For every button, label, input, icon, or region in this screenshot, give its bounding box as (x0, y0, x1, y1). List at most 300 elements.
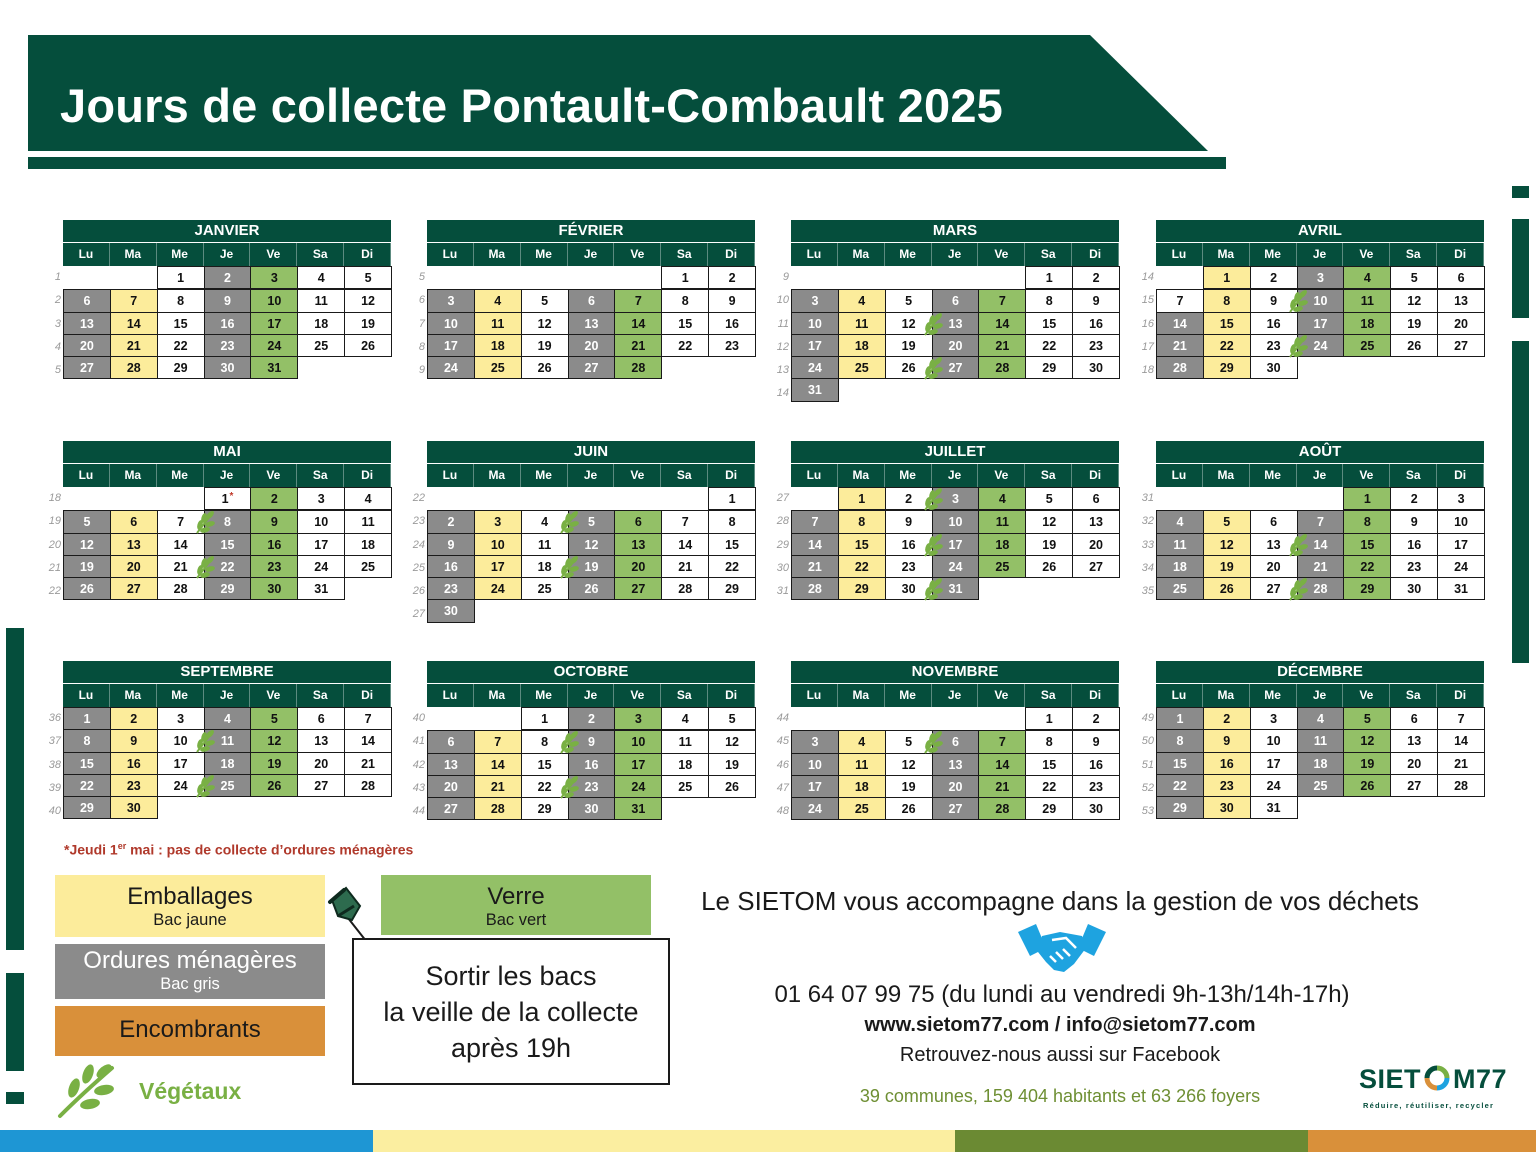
day-number: 4 (494, 294, 502, 309)
day-number: 11 (361, 515, 375, 530)
day-number: 21 (631, 338, 646, 353)
day-cell (1437, 729, 1485, 752)
day-cell (63, 707, 111, 730)
day-cell (1025, 510, 1073, 533)
day-number: 13 (948, 757, 963, 772)
day-cell (1250, 796, 1298, 819)
empty-cell (932, 266, 979, 289)
day-number: 27 (631, 582, 646, 597)
info-phone: 01 64 07 99 75 (du lundi au vendredi 9h-13h/14h-17h) (774, 981, 1350, 1008)
day-number: 26 (1042, 559, 1057, 574)
day-number: 1 (83, 712, 91, 726)
day-number: 7 (998, 735, 1006, 750)
day-number: 14 (1313, 537, 1328, 552)
weekday-header: Lu (791, 464, 838, 487)
day-cell (250, 312, 298, 335)
day-cell (521, 533, 569, 556)
day-cell (297, 577, 345, 600)
day-cell (791, 775, 839, 798)
day-number: 13 (1089, 515, 1104, 530)
day-number: 8 (858, 515, 866, 530)
week-number: 50 (1141, 735, 1154, 748)
day-number: 6 (447, 735, 455, 750)
weekday-header: Me (885, 243, 932, 266)
day-cell (1203, 334, 1251, 357)
day-number: 29 (854, 582, 869, 597)
day-cell (1250, 707, 1298, 730)
day-number: 13 (1454, 294, 1469, 309)
day-number: 17 (267, 316, 282, 331)
day-cell (885, 555, 933, 578)
month-11 (1141, 661, 1484, 818)
week-numbers (405, 266, 425, 382)
day-number: 4 (858, 735, 866, 750)
day-cell (1025, 289, 1073, 312)
day-number: 27 (948, 361, 963, 376)
week-number: 47 (776, 781, 789, 794)
leaf-icon (922, 729, 944, 755)
weekday-header: Ma (110, 243, 157, 266)
day-cell (1343, 533, 1391, 556)
weekday-header: Sa (1390, 464, 1437, 487)
day-cell (1156, 729, 1204, 752)
day-number: 12 (267, 734, 282, 749)
empty-cell (521, 266, 568, 289)
day-number: 27 (1089, 559, 1104, 574)
day-cell (1025, 555, 1073, 578)
logo-right-text: M77 (1453, 1064, 1508, 1094)
day-number: 11 (491, 316, 505, 331)
day-number: 3 (177, 712, 185, 726)
weekday-header: Je (932, 464, 979, 487)
day-cell (978, 533, 1026, 556)
day-cell (614, 555, 662, 578)
day-cell (932, 753, 980, 776)
month-5 (412, 441, 755, 622)
week-numbers (41, 487, 61, 603)
weekday-header: Je (932, 684, 979, 707)
day-number: 22 (1219, 338, 1234, 353)
day-cell (1025, 730, 1073, 753)
day-cell (250, 577, 298, 600)
day-number: 29 (173, 361, 188, 376)
day-number: 28 (1454, 778, 1469, 793)
day-cell (63, 729, 111, 752)
day-cell (297, 533, 345, 556)
day-cell (1437, 752, 1485, 775)
day-cell (427, 730, 475, 753)
day-number: 10 (1266, 734, 1281, 749)
day-cell (1390, 533, 1438, 556)
week-number: 43 (412, 781, 425, 794)
day-number: 19 (537, 338, 552, 353)
logo-left-text: SIET (1359, 1064, 1422, 1094)
weekday-header: Di (708, 684, 755, 707)
day-number: 12 (537, 316, 552, 331)
weekday-header: Lu (1156, 684, 1203, 707)
week-number: 14 (776, 387, 789, 400)
week-numbers (769, 487, 789, 603)
day-cell (297, 289, 345, 312)
day-number: 4 (1176, 515, 1184, 530)
day-number: 6 (1410, 712, 1418, 726)
handshake-icon (1016, 922, 1108, 978)
day-cell (708, 266, 756, 289)
day-number: 11 (1313, 734, 1328, 749)
day-cell (1343, 487, 1391, 510)
day-cell (250, 356, 298, 379)
week-numbers (769, 266, 789, 406)
day-cell (568, 334, 616, 357)
day-cell (791, 577, 839, 600)
day-number: 19 (361, 316, 376, 331)
day-cell (157, 510, 205, 533)
day-number: 24 (807, 361, 822, 376)
day-cell (250, 729, 298, 752)
day-number: 26 (725, 779, 740, 794)
day-cell (1343, 289, 1391, 312)
empty-cell (1156, 266, 1203, 289)
title-underline (28, 157, 1226, 169)
day-cell (1250, 312, 1298, 335)
day-cell (1390, 577, 1438, 600)
month-1 (418, 220, 755, 378)
day-cell (885, 487, 933, 510)
day-number: 6 (952, 735, 959, 750)
day-cell (110, 356, 158, 379)
day-cell (978, 555, 1026, 578)
day-cell (1203, 555, 1251, 578)
day-cell (521, 577, 569, 600)
day-number: 18 (314, 316, 329, 331)
week-number: 44 (412, 805, 425, 818)
week-number: 6 (418, 294, 425, 307)
day-number: 29 (725, 582, 740, 597)
day-number: 12 (725, 735, 740, 750)
day-cell (204, 707, 252, 730)
empty-cell (427, 487, 474, 510)
day-cell (1072, 707, 1120, 730)
day-number: 12 (1219, 537, 1234, 552)
day-cell (204, 577, 252, 600)
day-number: 2 (1223, 712, 1231, 726)
day-number: 28 (807, 582, 822, 597)
weekday-header: Ve (614, 464, 661, 487)
day-number: 14 (631, 316, 646, 331)
weekday-header: Ma (474, 243, 521, 266)
day-cell (250, 487, 298, 510)
day-cell (63, 356, 111, 379)
day-cell (1025, 533, 1073, 556)
day-number: 12 (1407, 294, 1422, 309)
day-number: 21 (173, 559, 188, 574)
day-number: 17 (1313, 316, 1328, 331)
day-number: 12 (584, 537, 599, 552)
day-cell (568, 533, 616, 556)
weekday-header: Ma (838, 243, 885, 266)
recycle-arrows-icon (1422, 1065, 1452, 1091)
day-cell (344, 752, 392, 775)
empty-cell (1156, 487, 1203, 510)
empty-cell (978, 707, 1025, 730)
day-cell (885, 533, 933, 556)
day-cell (791, 533, 839, 556)
day-number: 19 (1360, 756, 1375, 771)
day-number: 30 (1089, 361, 1104, 376)
leaf-icon (194, 554, 216, 580)
day-number: 25 (854, 802, 869, 817)
day-cell (427, 510, 475, 533)
day-cell (1156, 312, 1204, 335)
day-cell (157, 707, 205, 730)
day-number: 28 (126, 361, 141, 376)
day-number: 27 (314, 778, 329, 793)
day-cell (1250, 555, 1298, 578)
logo-tagline: Réduire, réutiliser, recycler (1363, 1101, 1495, 1110)
day-number: 28 (995, 802, 1010, 817)
day-cell (838, 312, 886, 335)
day-number: 20 (1407, 756, 1422, 771)
day-number: 4 (1317, 712, 1324, 726)
day-number: 17 (314, 537, 329, 552)
empty-cell (791, 487, 838, 510)
day-cell (344, 555, 392, 578)
day-cell (344, 289, 392, 312)
day-number: 8 (728, 515, 736, 530)
day-number: 5 (905, 294, 913, 309)
day-number: 19 (901, 779, 916, 794)
day-cell (568, 753, 616, 776)
left-deco-bar-top (6, 628, 24, 950)
day-cell (1072, 555, 1120, 578)
day-number: 18 (220, 756, 235, 771)
day-cell (110, 312, 158, 335)
day-number: 1 (221, 492, 229, 506)
day-number: 6 (317, 712, 325, 726)
weekday-header: Je (568, 243, 615, 266)
weekday-header: Ve (1343, 684, 1390, 707)
day-cell (1390, 266, 1438, 289)
empty-cell (157, 487, 204, 510)
weekday-header: Ve (614, 684, 661, 707)
day-number: 9 (270, 515, 278, 530)
day-number: 3 (1317, 271, 1324, 285)
day-cell (1156, 334, 1204, 357)
day-cell (110, 510, 158, 533)
weekday-header: Lu (791, 243, 838, 266)
sietom-logo (1359, 1064, 1507, 1095)
day-number: 22 (537, 779, 552, 794)
day-cell (1072, 289, 1120, 312)
day-cell (1250, 289, 1298, 312)
weekday-header: Di (1072, 464, 1119, 487)
month-title: NOVEMBRE (791, 661, 1119, 683)
week-number: 9 (418, 364, 425, 377)
day-number: 17 (1454, 537, 1469, 552)
day-cell (1072, 730, 1120, 753)
day-cell (978, 753, 1026, 776)
day-number: 23 (126, 778, 141, 793)
week-number: 30 (776, 561, 789, 574)
day-cell (63, 774, 111, 797)
empty-cell (1203, 487, 1250, 510)
day-number: 11 (538, 537, 552, 552)
day-cell (1390, 752, 1438, 775)
day-number: 10 (807, 757, 822, 772)
day-number: 22 (79, 778, 94, 793)
day-cell (978, 510, 1026, 533)
day-cell (297, 555, 345, 578)
day-cell (1250, 577, 1298, 600)
day-cell (1072, 775, 1120, 798)
day-number: 20 (79, 338, 94, 353)
day-cell (1203, 577, 1251, 600)
footnote-sup: er (117, 841, 127, 851)
day-number: 28 (490, 802, 505, 817)
day-cell (474, 730, 522, 753)
day-cell (1072, 510, 1120, 533)
day-cell (568, 707, 616, 730)
week-number: 5 (54, 364, 61, 377)
day-number: 2 (224, 271, 231, 285)
day-number: 17 (490, 559, 505, 574)
day-cell (1297, 312, 1345, 335)
day-cell (297, 752, 345, 775)
week-number: 22 (48, 585, 61, 598)
day-cell (1297, 510, 1345, 533)
day-number: 19 (79, 559, 94, 574)
day-cell (204, 533, 252, 556)
day-cell (1072, 356, 1120, 379)
day-number: 24 (314, 559, 329, 574)
weekday-header: Ma (474, 684, 521, 707)
day-number: 10 (267, 294, 282, 309)
day-number: 10 (1313, 294, 1328, 309)
day-number: 15 (537, 757, 552, 772)
day-cell (474, 510, 522, 533)
day-cell (791, 312, 839, 335)
day-cell (932, 797, 980, 820)
day-cell (1025, 487, 1073, 510)
day-number: 18 (995, 537, 1010, 552)
day-number: 13 (1407, 734, 1422, 749)
day-cell (1437, 555, 1485, 578)
day-number: 5 (1363, 712, 1371, 726)
day-cell (1203, 729, 1251, 752)
week-number: 51 (1141, 758, 1154, 771)
day-number: 23 (584, 779, 599, 794)
day-number: 26 (79, 582, 94, 597)
weekday-header: Je (568, 464, 615, 487)
day-cell (885, 356, 933, 379)
day-number: 23 (1407, 559, 1422, 574)
day-cell (1025, 266, 1073, 289)
day-cell (1390, 312, 1438, 335)
day-cell (614, 334, 662, 357)
day-cell (838, 730, 886, 753)
weekday-header: Ve (978, 684, 1025, 707)
day-cell (474, 753, 522, 776)
day-cell (297, 266, 345, 289)
day-cell (427, 577, 475, 600)
empty-cell (791, 266, 838, 289)
day-cell (521, 510, 569, 533)
day-cell (568, 577, 616, 600)
month-title: JANVIER (63, 220, 391, 242)
week-number: 14 (1141, 271, 1154, 283)
right-deco-bar-bottom (1512, 341, 1529, 663)
day-cell (250, 289, 298, 312)
day-cell (978, 797, 1026, 820)
day-cell (474, 533, 522, 556)
day-number: 16 (220, 316, 235, 331)
day-cell (1437, 707, 1485, 730)
day-number: 26 (1360, 778, 1375, 793)
day-cell (157, 729, 205, 752)
week-numbers (41, 266, 61, 382)
leaf-icon (194, 728, 216, 754)
week-number: 12 (776, 340, 789, 353)
day-number: 7 (494, 735, 502, 750)
day-number: 28 (678, 582, 693, 597)
weekday-header: Me (157, 684, 204, 707)
day-number: 10 (948, 515, 963, 530)
day-number: 3 (270, 271, 278, 285)
day-number: 18 (537, 559, 552, 574)
empty-cell (63, 487, 110, 510)
day-number: 30 (220, 361, 235, 376)
day-cell (1072, 797, 1120, 820)
day-number: 1 (1045, 712, 1053, 726)
day-number: 10 (631, 735, 646, 750)
month-3 (1141, 220, 1484, 378)
day-number: 23 (901, 559, 916, 574)
day-cell (614, 533, 662, 556)
day-number: 1 (1363, 492, 1371, 506)
day-number: 31 (807, 383, 822, 398)
day-cell (614, 753, 662, 776)
day-cell (250, 334, 298, 357)
empty-cell (661, 487, 708, 510)
day-cell (297, 334, 345, 357)
day-number: 24 (443, 361, 458, 376)
day-number: 2 (1092, 271, 1100, 285)
weekday-header: Me (157, 464, 204, 487)
weekday-header: Di (1437, 243, 1484, 266)
month-7 (1141, 441, 1484, 599)
day-cell (932, 555, 980, 578)
week-number: 1 (54, 271, 61, 283)
day-cell (521, 555, 569, 578)
day-cell (157, 289, 205, 312)
week-number: 52 (1141, 781, 1154, 794)
day-cell (110, 752, 158, 775)
month-days-grid (427, 463, 755, 622)
day-number: 12 (901, 757, 916, 772)
day-number: 26 (1219, 582, 1234, 597)
day-number: 27 (584, 361, 599, 376)
reminder-box (352, 938, 670, 1085)
day-number: 21 (361, 756, 376, 771)
weekday-header: Ve (978, 464, 1025, 487)
stripe-blue (0, 1130, 373, 1152)
day-cell (1025, 707, 1073, 730)
day-number: 26 (584, 582, 599, 597)
day-cell (1297, 752, 1345, 775)
week-number: 25 (412, 561, 425, 574)
day-cell (708, 510, 756, 533)
empty-cell (838, 266, 885, 289)
